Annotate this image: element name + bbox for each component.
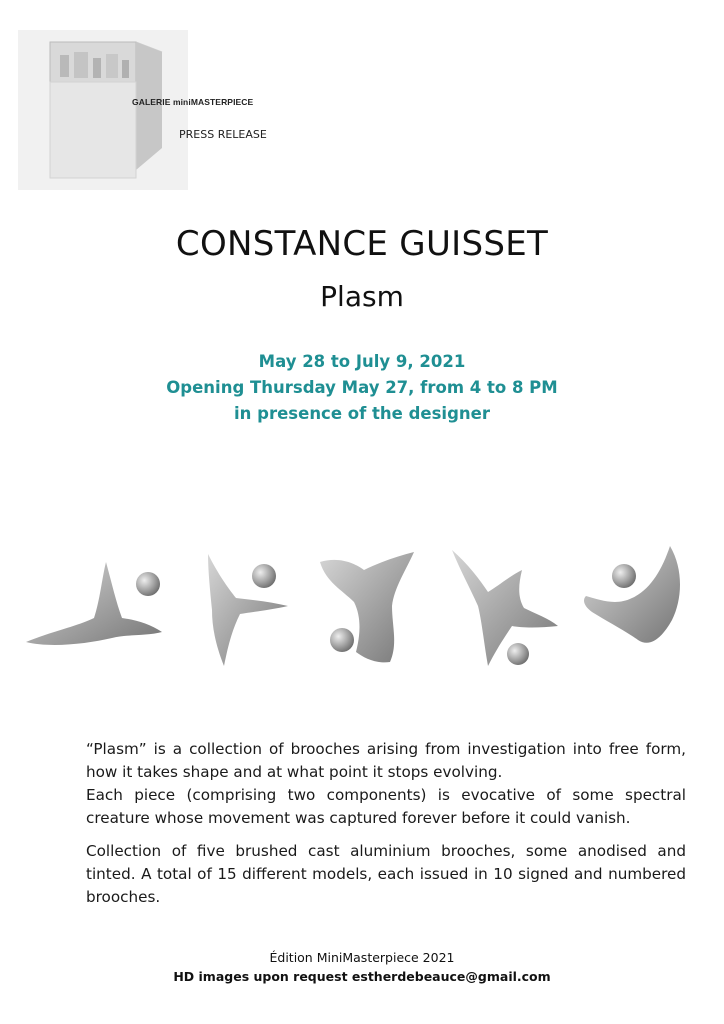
body-paragraph-2: Each piece (comprising two components) is evocative of some spectral creature whose movement was captured forever before it could vanish. xyxy=(86,786,686,827)
press-release-label: PRESS RELEASE xyxy=(179,128,267,141)
exhibition-dates-block xyxy=(0,349,724,427)
gallery-logo xyxy=(18,30,308,190)
body-paragraph-1: “Plasm” is a collection of brooches arising from investigation into free form, how it takes shape and at what point it stops evolving. xyxy=(86,740,686,781)
edition-credit: Édition MiniMasterpiece 2021 xyxy=(269,950,455,965)
press-release-body xyxy=(86,738,686,909)
gallery-name: GALERIE miniMASTERPIECE xyxy=(132,97,254,107)
brooch-5 xyxy=(584,546,680,643)
designer-presence: in presence of the designer xyxy=(234,404,490,423)
exhibition-dates: May 28 to July 9, 2021 xyxy=(258,352,466,371)
body-paragraph-3: Collection of five brushed cast aluminium brooches, some anodised and tinted. A total of 15 different models, each issued in 10 signed and numbered brooches. xyxy=(86,842,686,906)
exhibition-title: Plasm xyxy=(320,280,404,313)
gallery-building-illustration xyxy=(18,30,188,190)
brooch-4 xyxy=(452,550,558,666)
artist-name: CONSTANCE GUISSET xyxy=(175,224,549,264)
brooch-1 xyxy=(26,562,162,645)
brooch-2 xyxy=(208,554,288,666)
brooches-photo xyxy=(20,540,710,680)
brooch-3 xyxy=(320,552,414,662)
footer xyxy=(0,948,724,986)
contact-line: HD images upon request estherdebeauce@gmail.com xyxy=(173,969,551,984)
brooches-illustration xyxy=(20,540,710,680)
opening-info: Opening Thursday May 27, from 4 to 8 PM xyxy=(166,378,558,397)
